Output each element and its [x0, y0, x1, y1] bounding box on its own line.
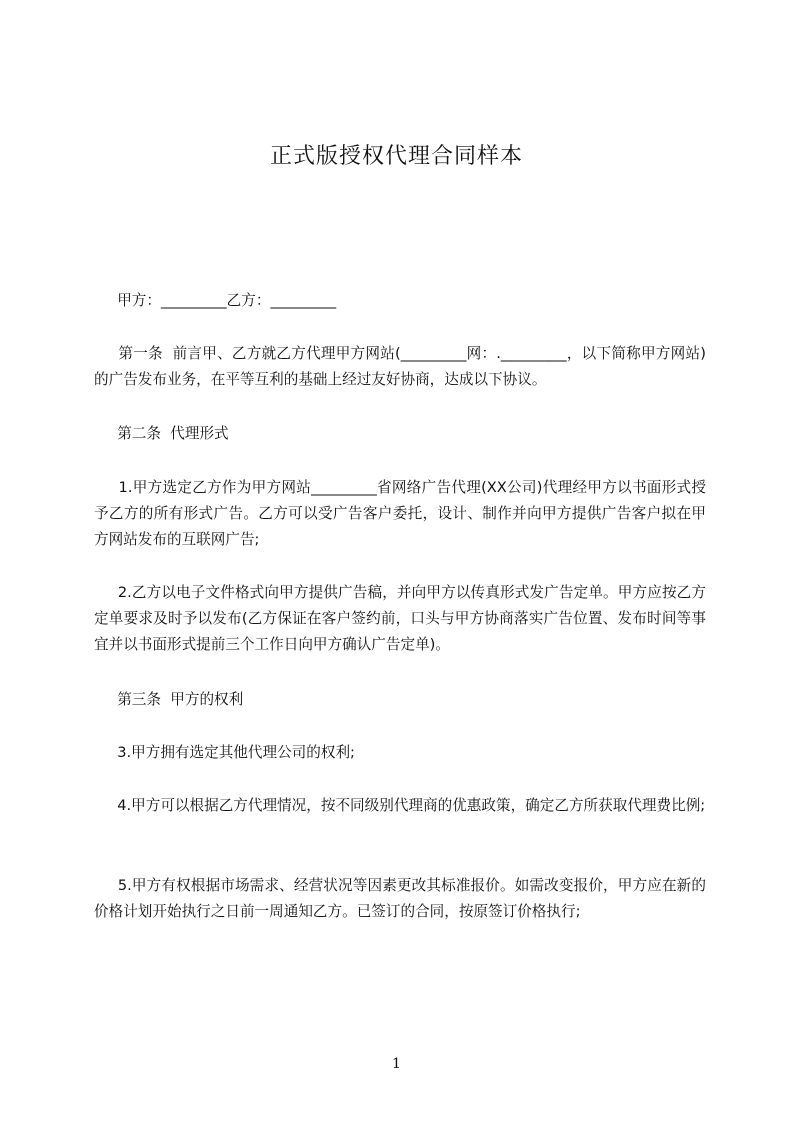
- article-3-heading: 第三条 甲方的权利: [94, 691, 244, 708]
- parties-line: 甲方：_________乙方：_________: [94, 292, 337, 309]
- clause-4: 4.甲方可以根据乙方代理情况，按不同级别代理商的优惠政策，确定乙方所获取代理费比例;: [94, 797, 706, 814]
- clause-1: 1.甲方选定乙方作为甲方网站_________省网络广告代理(XX公司)代理经甲方以书面形式授予乙方的所有形式广告。乙方可以受广告客户委托，设计、制作并向甲方提供广告客户拟在甲方网站发布的互联网广告;: [94, 479, 706, 548]
- article-1-preamble: 第一条 前言甲、乙方就乙方代理甲方网站(_________网：._________，以下简称甲方网站)的广告发布业务，在平等互利的基础上经过友好协商，达成以下协议。: [94, 345, 706, 388]
- document-title: 正式版授权代理合同样本: [269, 144, 523, 169]
- page-number: 1: [392, 1056, 401, 1072]
- article-2-heading: 第二条 代理形式: [94, 425, 229, 442]
- clause-3: 3.甲方拥有选定其他代理公司的权利;: [94, 744, 355, 761]
- clause-2: 2.乙方以电子文件格式向甲方提供广告稿，并向甲方以传真形式发广告定单。甲方应按乙方定单要求及时予以发布(乙方保证在客户签约前，口头与甲方协商落实广告位置、发布时间等事宜并以书面形式提前三个工作日向甲方确认广告定单)。: [94, 584, 706, 653]
- clause-5: 5.甲方有权根据市场需求、经营状况等因素更改其标准报价。如需改变报价，甲方应在新的价格计划开始执行之日前一周通知乙方。已签订的合同，按原签订价格执行;: [94, 877, 706, 920]
